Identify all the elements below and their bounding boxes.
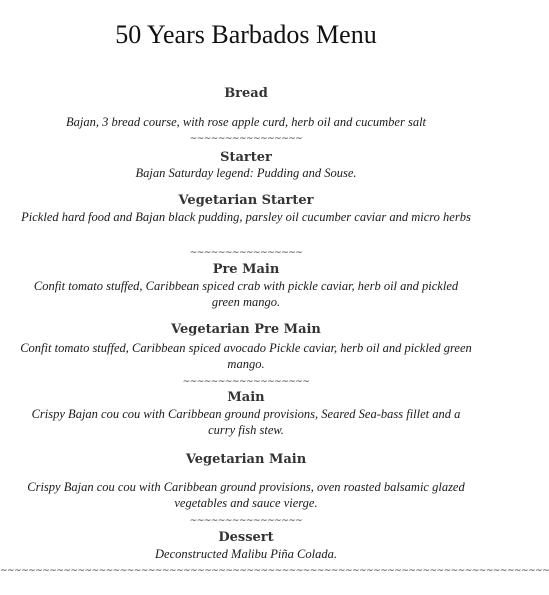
separator: ~~~~~~~~~~~~~~~~~~ (182, 377, 310, 387)
separator-long: ~~~~~~~~~~~~~~~~~~~~~~~~~~~~~~~~~~~~~~~~~~~~~~~~~~~~~~~~~~~~~~~~~~~~~~~~~~~~~~ (0, 566, 549, 576)
dessert-description: Deconstructed Malibu Piña Colada. (155, 547, 337, 561)
dessert-heading: Dessert (218, 530, 274, 545)
veg-main-heading: Vegetarian Main (185, 452, 307, 467)
veg-starter-heading: Vegetarian Starter (178, 193, 314, 208)
pre-main-heading: Pre Main (212, 262, 280, 277)
main-heading: Main (227, 390, 265, 405)
menu-title: 50 Years Barbados Menu (115, 20, 377, 49)
veg-pre-main-heading: Vegetarian Pre Main (171, 322, 321, 337)
main-description: Crispy Bajan cou cou with Caribbean ground provisions, Seared Sea-bass fillet and a curry fish stew. (31, 407, 461, 437)
veg-pre-main-description: Confit tomato stuffed, Caribbean spiced avocado Pickle caviar, herb oil and pickled green mango. (20, 341, 472, 371)
veg-main-description: Crispy Bajan cou cou with Caribbean ground provisions, oven roasted balsamic glazed vegetables and sauce vierge. (27, 480, 465, 510)
separator: ~~~~~~~~~~~~~~~~ (189, 134, 303, 144)
separator: ~~~~~~~~~~~~~~~~ (189, 516, 303, 526)
starter-description: Bajan Saturday legend: Pudding and Souse. (135, 166, 357, 180)
bread-heading: Bread (224, 86, 268, 101)
starter-heading: Starter (220, 150, 272, 165)
separator: ~~~~~~~~~~~~~~~~ (189, 248, 303, 258)
veg-starter-description: Pickled hard food and Bajan black pudding, parsley oil cucumber caviar and micro herbs (21, 210, 471, 224)
bread-description: Bajan, 3 bread course, with rose apple curd, herb oil and cucumber salt (65, 115, 427, 129)
pre-main-description: Confit tomato stuffed, Caribbean spiced crab with pickle caviar, herb oil and pickled green mango. (33, 279, 459, 309)
